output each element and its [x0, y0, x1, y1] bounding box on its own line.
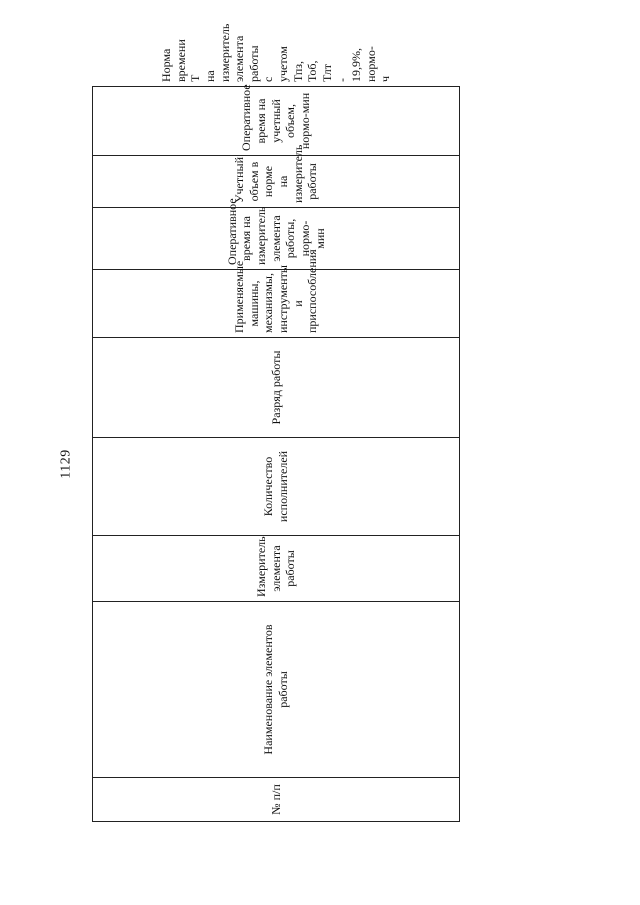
header-machines: Применяемые машины, механизмы, инструменты и приспособления — [93, 270, 460, 338]
header-num: № п/п — [93, 778, 460, 822]
header-op-time: Оперативное время на измеритель элемента работы, нормо-мин — [93, 208, 460, 270]
header-volume: Учетный объем в норме на измеритель работы — [93, 156, 460, 208]
page-number: 1129 — [58, 449, 74, 479]
header-workers: Количество исполнителей — [93, 438, 460, 536]
table-header-row: № п/п Наименование элементов работы Измеритель элемента работы Количество исполнителей Разряд работы Применяемые машины, механизмы, инструменты и приспособления Оперативное время на измеритель элемента работы, нормо-мин Учетный объем в норме на измеритель работы Оперативное время на учетный объем, нормо-мин Норма времени Т на измеритель элемента работы с учетом Тпз, Тоб, Тлт - 19,9%, нормо-ч — [93, 87, 460, 822]
header-meter: Измеритель элемента работы — [93, 536, 460, 602]
header-name: Наименование элементов работы — [93, 602, 460, 778]
header-op-time-volume: Оперативное время на учетный объем, нормо-мин — [93, 87, 460, 156]
work-norms-table — [92, 23, 460, 822]
header-grade: Разряд работы — [93, 338, 460, 438]
